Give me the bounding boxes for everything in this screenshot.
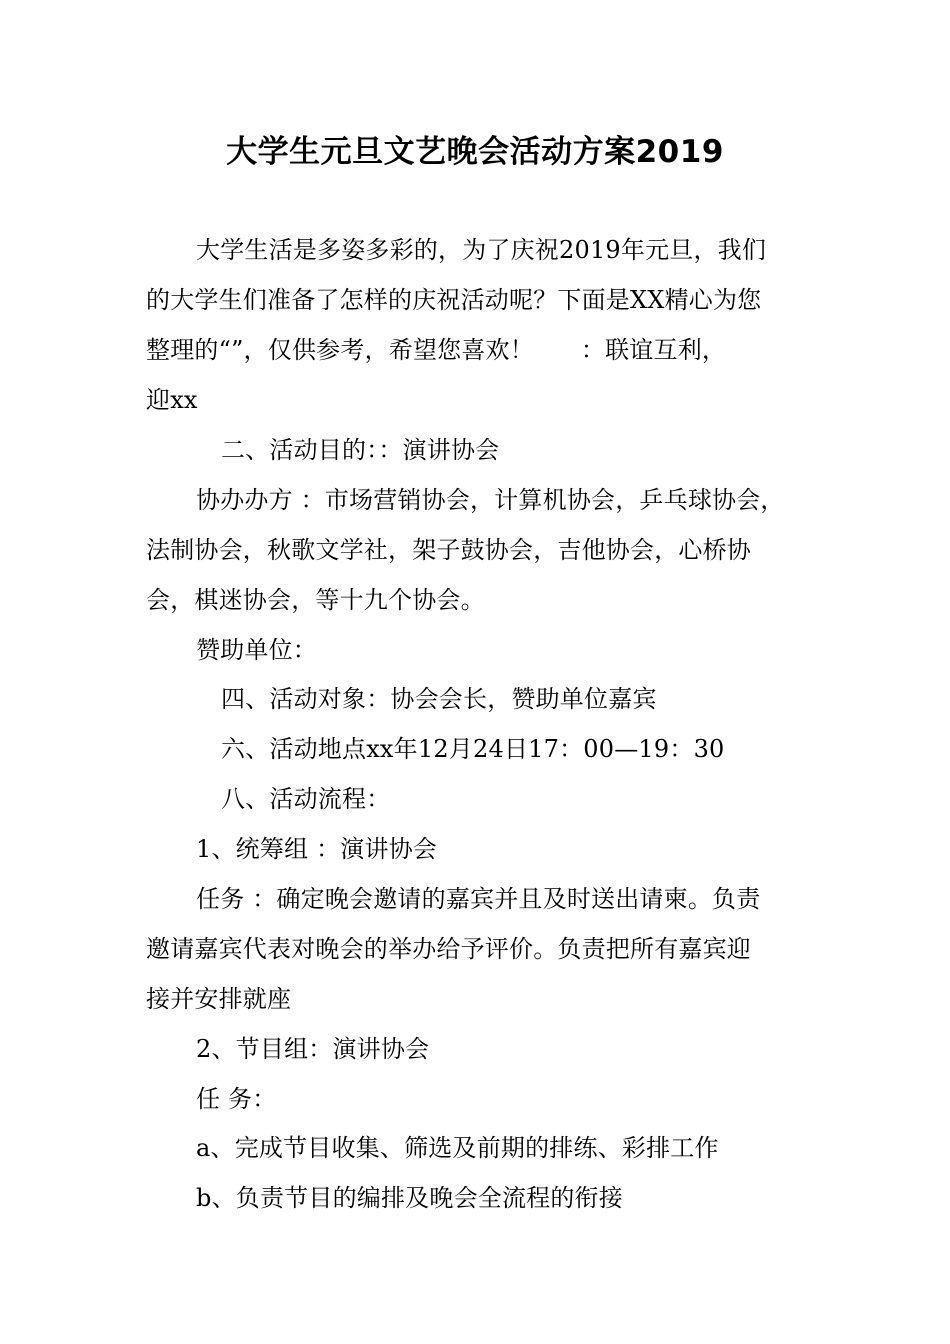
paragraph-line: 赞助单位：	[196, 636, 317, 664]
paragraph-line: 邀请嘉宾代表对晚会的举办给予评价。负责把所有嘉宾迎	[146, 935, 751, 963]
paragraph-line: a、完成节目收集、筛选及前期的排练、彩排工作	[196, 1134, 719, 1162]
paragraph-line: 迎xx	[146, 386, 198, 414]
section-heading: 八、活动流程：	[221, 785, 391, 813]
paragraph-line: 协办办方 ：市场营销协会，计算机协会，乒乓球协会，	[196, 486, 785, 514]
section-heading: 六、活动地点xx年12月24日17：00—19：30	[221, 735, 725, 763]
paragraph-line: 的大学生们准备了怎样的庆祝活动呢？下面是XX精心为您	[146, 286, 762, 314]
paragraph-line: 1、统筹组 ：演讲协会	[196, 835, 438, 863]
paragraph-line: 接并安排就座	[146, 985, 292, 1013]
paragraph-line: 法制协会，秋歌文学社，架子鼓协会，吉他协会，心桥协	[146, 536, 751, 564]
paragraph-line: b、负责节目的编排及晚会全流程的衔接	[196, 1184, 623, 1212]
paragraph-line: 任务 ：确定晚会邀请的嘉宾并且及时送出请柬。负责	[196, 885, 761, 913]
document-title: 大学生元旦文艺晚会活动方案2019	[226, 134, 724, 170]
paragraph-line: 任 务：	[196, 1085, 277, 1113]
paragraph-line: 大学生活是多姿多彩的，为了庆祝2019年元旦，我们	[196, 236, 767, 264]
paragraph-line: 2、节目组：演讲协会	[196, 1035, 430, 1063]
section-heading: 二、活动目的：：演讲协会	[221, 436, 500, 464]
paragraph-line: 整理的“”，仅供参考，希望您喜欢！ ：联谊互利，	[146, 336, 727, 364]
paragraph-line: 会，棋迷协会，等十九个协会。	[146, 586, 485, 614]
section-heading: 四、活动对象：协会会长，赞助单位嘉宾	[221, 685, 657, 713]
